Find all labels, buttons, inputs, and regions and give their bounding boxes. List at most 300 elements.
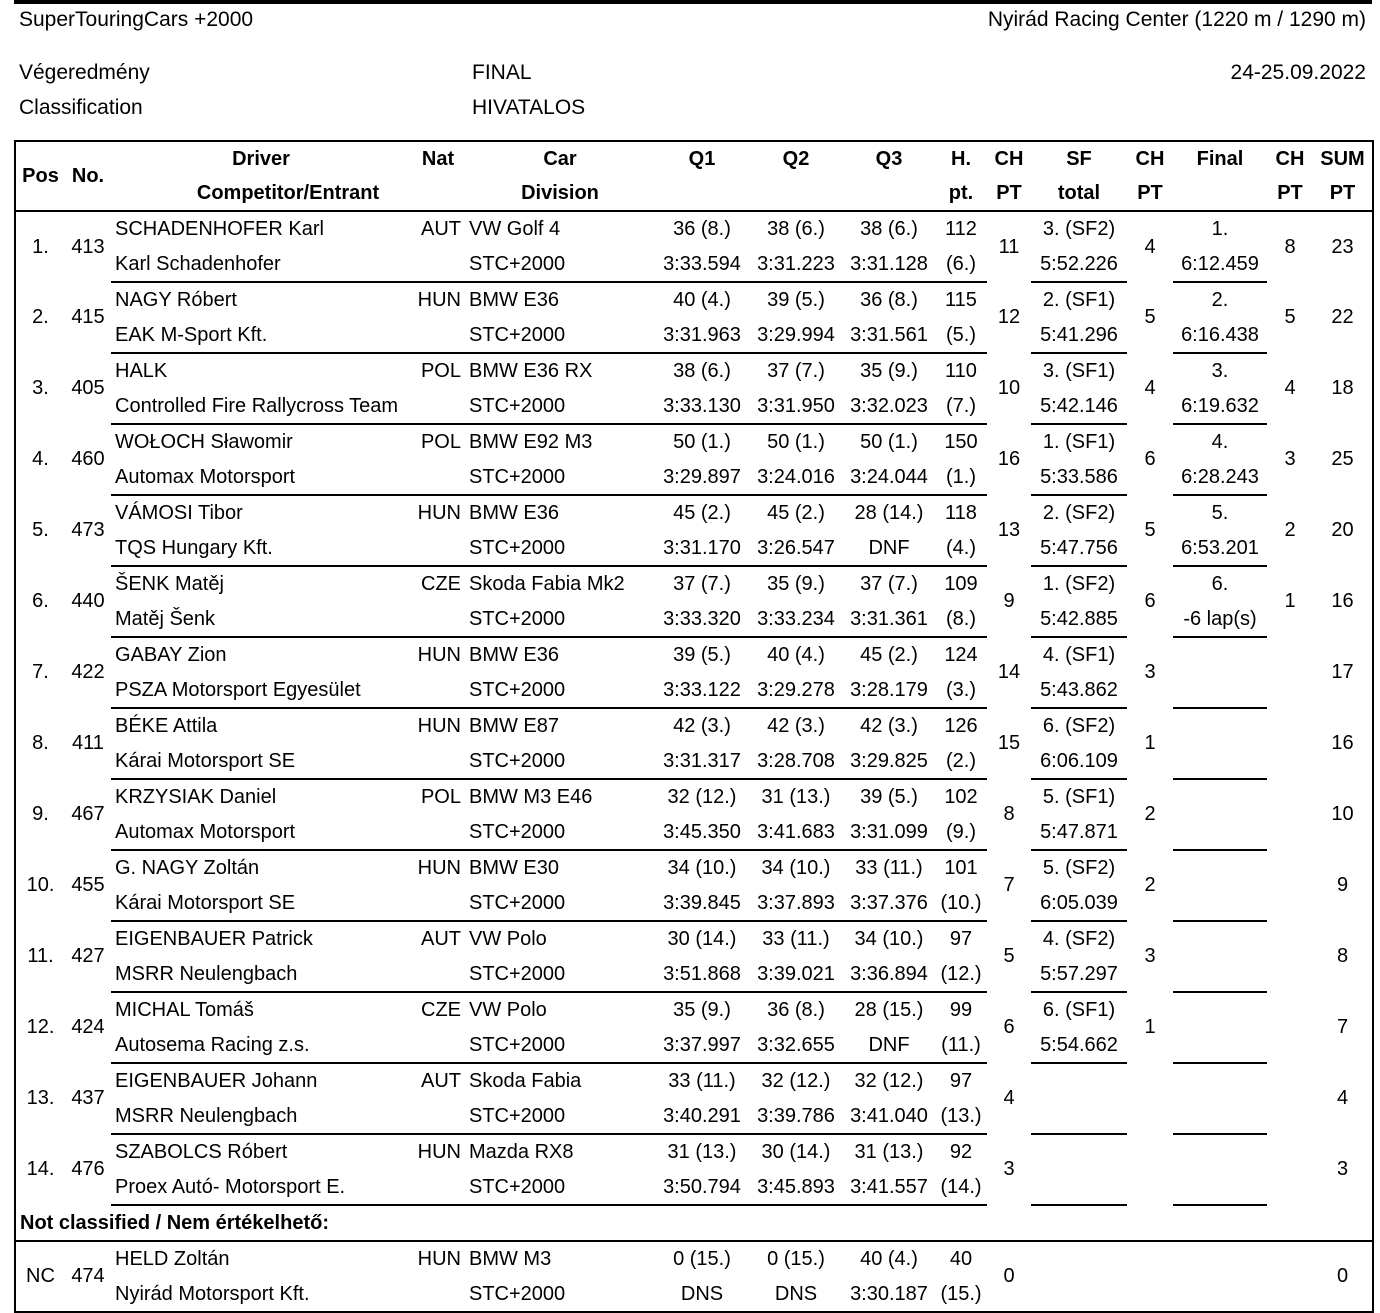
semifinal-result [1031, 1241, 1127, 1277]
q2-points: 42 (3.) [767, 715, 825, 737]
col-driver: Driver [232, 148, 290, 170]
sum-points: 0 [1336, 1265, 1349, 1287]
final-ch-points [1267, 992, 1313, 1063]
q3-points: 32 (12.) [854, 1070, 924, 1092]
col-no: No. [65, 141, 111, 211]
q3-points: 50 (1.) [860, 431, 918, 453]
car-number: 460 [71, 448, 105, 470]
competitor-name: Proex Autó- Motorsport E. [111, 1170, 465, 1205]
final-time: 6:16.438 [1173, 318, 1267, 353]
final-result [1173, 779, 1267, 815]
result-row-top [15, 637, 1373, 673]
q1-time: 3:50.794 [655, 1170, 749, 1205]
final-time [1173, 1170, 1267, 1205]
semifinal-time [1031, 1170, 1127, 1205]
heat-points: 40 [949, 1248, 973, 1270]
heat-points: 126 [944, 715, 978, 737]
sum-points: 20 [1331, 519, 1354, 541]
heat-ch-points: 8 [1003, 803, 1015, 825]
not-classified-section [15, 1205, 1373, 1241]
car-model: Skoda Fabia Mk2 [469, 573, 625, 595]
final-ch-points [1267, 637, 1313, 708]
heat-points: 124 [944, 644, 978, 666]
q1-time: DNS [655, 1277, 749, 1312]
q1-points: 33 (11.) [668, 1070, 736, 1092]
semifinal-result: 2. (SF1) [1042, 289, 1116, 311]
q1-points: 38 (6.) [673, 360, 731, 382]
q2-points: 32 (12.) [761, 1070, 831, 1092]
nationality: POL [420, 431, 461, 453]
driver-name: SCHADENHOFER Karl [115, 218, 324, 240]
heat-ch-points: 9 [1003, 590, 1015, 612]
heat-rank: (13.) [935, 1099, 987, 1134]
q3-time: 3:31.128 [843, 247, 935, 282]
q3-points: 42 (3.) [860, 715, 918, 737]
q2-time: 3:31.223 [749, 247, 843, 282]
q1-points: 40 (4.) [673, 289, 731, 311]
event-date: 24-25.09.2022 [1230, 61, 1366, 84]
pos-cell: 7. [32, 661, 49, 683]
heat-ch-points: 0 [1003, 1265, 1015, 1287]
sum-points: 7 [1336, 1016, 1349, 1038]
driver-name: MICHAL Tomáš [115, 999, 254, 1021]
result-entry [15, 282, 1373, 353]
q3-time: 3:36.894 [843, 957, 935, 992]
q1-time: 3:39.845 [655, 886, 749, 921]
result-row-top [15, 1134, 1373, 1170]
status-official: HIVATALOS [472, 96, 586, 119]
q2-time: 3:31.950 [749, 389, 843, 424]
final-time [1173, 1028, 1267, 1063]
car-model: BMW E92 M3 [469, 431, 593, 453]
q1-points: 45 (2.) [673, 502, 731, 524]
col-nat: Nat [421, 148, 455, 170]
q1-time: 3:29.897 [655, 460, 749, 495]
not-classified-label: Not classified / Nem értékelhető: [15, 1205, 1373, 1241]
q1-time: 3:51.868 [655, 957, 749, 992]
sum-points: 23 [1331, 235, 1354, 258]
sum-points: 8 [1336, 945, 1349, 967]
result-row-top [15, 1241, 1373, 1277]
result-row-top [15, 211, 1373, 247]
heat-points: 150 [944, 431, 978, 453]
final-result [1173, 921, 1267, 957]
heat-points: 112 [945, 218, 977, 240]
division-name: STC+2000 [465, 460, 655, 495]
nationality: HUN [417, 502, 461, 524]
col-ch2-top: CH [1135, 148, 1165, 170]
result-entry [15, 992, 1373, 1063]
semifinal-result: 4. (SF1) [1042, 644, 1116, 666]
q2-points: 38 (6.) [767, 218, 825, 240]
final-ch-points: 1 [1284, 590, 1296, 612]
car-model: Mazda RX8 [469, 1141, 574, 1163]
final-result: 1. [1211, 218, 1229, 240]
car-number: 437 [71, 1087, 105, 1109]
final-result [1173, 1241, 1267, 1277]
q3-points: 37 (7.) [860, 573, 918, 595]
sum-points: 9 [1336, 874, 1349, 896]
q3-time: 3:41.557 [843, 1170, 935, 1205]
col-ch1-top: CH [994, 148, 1024, 170]
q3-time: 3:32.023 [843, 389, 935, 424]
result-row-top [15, 779, 1373, 815]
nationality: HUN [417, 1141, 461, 1163]
pos-cell: 1. [32, 235, 49, 258]
heat-ch-points: 13 [997, 519, 1021, 541]
pos-cell: 12. [26, 1016, 55, 1038]
car-number: 474 [71, 1265, 105, 1287]
pos-cell: 3. [32, 377, 49, 399]
q2-points: 0 (15.) [767, 1248, 825, 1270]
driver-name: EIGENBAUER Patrick [115, 928, 313, 950]
heat-rank: (6.) [935, 247, 987, 282]
heat-ch-points: 12 [997, 306, 1021, 328]
sum-points: 18 [1331, 377, 1354, 399]
final-time [1173, 1277, 1267, 1312]
car-model: BMW M3 [469, 1248, 552, 1270]
final-time [1173, 886, 1267, 921]
q2-time: 3:24.016 [749, 460, 843, 495]
driver-name: ŠENK Matěj [115, 573, 224, 595]
heat-ch-points: 11 [998, 235, 1020, 258]
heat-rank: (2.) [935, 744, 987, 779]
semifinal-ch-points: 1 [1144, 1016, 1156, 1038]
competitor-name: PSZA Motorsport Egyesület [111, 673, 465, 708]
result-entry [15, 353, 1373, 424]
heat-ch-points: 5 [1003, 945, 1015, 967]
final-result [1173, 850, 1267, 886]
heat-points: 97 [949, 928, 973, 950]
nationality: AUT [421, 218, 461, 240]
driver-name: G. NAGY Zoltán [115, 857, 260, 879]
heat-ch-points: 7 [1003, 874, 1015, 896]
division-name: STC+2000 [465, 744, 655, 779]
result-entry [15, 921, 1373, 992]
heat-rank: (1.) [935, 460, 987, 495]
nationality: HUN [417, 644, 461, 666]
q3-points: 45 (2.) [860, 644, 918, 666]
heat-ch-points: 10 [997, 377, 1021, 399]
q2-points: 45 (2.) [767, 502, 825, 524]
heat-rank: (3.) [935, 673, 987, 708]
division-name: STC+2000 [465, 1170, 655, 1205]
semifinal-ch-points: 4 [1144, 377, 1156, 399]
nationality: POL [420, 786, 461, 808]
final-result [1173, 637, 1267, 673]
q2-points: 50 (1.) [767, 431, 825, 453]
competitor-name: MSRR Neulengbach [111, 1099, 465, 1134]
final-time: 6:19.632 [1173, 389, 1267, 424]
car-model: VW Golf 4 [469, 218, 561, 240]
car-number: 411 [72, 732, 104, 754]
car-number: 440 [71, 590, 105, 612]
not-classified-row [15, 1205, 1373, 1241]
q3-points: 40 (4.) [860, 1248, 918, 1270]
final-result [1173, 708, 1267, 744]
division-name: STC+2000 [465, 673, 655, 708]
car-number: 473 [71, 519, 105, 541]
heat-rank: (11.) [935, 1028, 987, 1063]
q3-time: 3:31.361 [843, 602, 935, 637]
final-ch-points [1267, 1063, 1313, 1134]
car-model: VW Polo [469, 999, 547, 1021]
q2-time: 3:37.893 [749, 886, 843, 921]
q2-time: 3:32.655 [749, 1028, 843, 1063]
semifinal-ch-points: 3 [1144, 945, 1156, 967]
col-q2: Q2 [782, 148, 810, 170]
q3-time: 3:29.825 [843, 744, 935, 779]
semifinal-ch-points: 6 [1144, 590, 1156, 612]
final-time: 6:53.201 [1173, 531, 1267, 566]
q3-points: 34 (10.) [854, 928, 924, 950]
q3-time: 3:31.561 [843, 318, 935, 353]
final-time [1173, 1099, 1267, 1134]
car-model: Skoda Fabia [469, 1070, 582, 1092]
car-model: BMW E36 [469, 644, 560, 666]
q3-points: 28 (15.) [854, 999, 924, 1021]
heat-rank: (8.) [935, 602, 987, 637]
result-entry [15, 708, 1373, 779]
top-rule [14, 0, 1372, 4]
final-ch-points [1267, 708, 1313, 779]
semifinal-time: 5:43.862 [1031, 673, 1127, 708]
semifinal-time: 5:52.226 [1031, 247, 1127, 282]
col-q3: Q3 [875, 148, 903, 170]
sum-points: 25 [1331, 448, 1354, 470]
final-ch-points [1267, 921, 1313, 992]
q1-points: 0 (15.) [673, 1248, 731, 1270]
pos-cell: NC [26, 1265, 55, 1287]
competitor-name: MSRR Neulengbach [111, 957, 465, 992]
col-final: Final [1196, 148, 1244, 170]
pos-cell: 6. [32, 590, 49, 612]
semifinal-result: 2. (SF2) [1042, 502, 1116, 524]
semifinal-time: 5:33.586 [1031, 460, 1127, 495]
q1-time: 3:31.170 [655, 531, 749, 566]
title-english: Classification [19, 96, 143, 119]
q2-points: 31 (13.) [761, 786, 831, 808]
q3-time: 3:30.187 [843, 1277, 935, 1312]
col-h-bottom: pt. [935, 176, 987, 211]
driver-name: NAGY Róbert [115, 289, 237, 311]
q1-points: 32 (12.) [667, 786, 737, 808]
result-entry [15, 1241, 1373, 1312]
header-row-bottom [15, 176, 1373, 211]
final-ch-points [1267, 779, 1313, 850]
car-number: 476 [71, 1158, 105, 1180]
q1-time: 3:33.320 [655, 602, 749, 637]
semifinal-ch-points: 1 [1144, 732, 1156, 754]
result-row-top [15, 992, 1373, 1028]
final-ch-points: 8 [1284, 235, 1296, 258]
col-car: Car [543, 148, 577, 170]
heat-ch-points: 16 [997, 448, 1021, 470]
result-entry [15, 850, 1373, 921]
result-entry [15, 637, 1373, 708]
result-row-top [15, 1063, 1373, 1099]
sum-points: 22 [1331, 306, 1354, 328]
status-final: FINAL [472, 61, 532, 84]
pos-cell: 4. [32, 448, 49, 470]
heat-rank: (15.) [935, 1277, 987, 1312]
q2-time: 3:29.278 [749, 673, 843, 708]
final-time [1173, 815, 1267, 850]
final-time: -6 lap(s) [1173, 602, 1267, 637]
pos-cell: 8. [32, 732, 49, 754]
final-ch-points [1267, 850, 1313, 921]
q2-time: 3:33.234 [749, 602, 843, 637]
semifinal-time: 6:05.039 [1031, 886, 1127, 921]
car-number: 405 [71, 377, 105, 399]
division-name: STC+2000 [465, 886, 655, 921]
result-row-top [15, 282, 1373, 318]
final-ch-points: 3 [1284, 448, 1296, 470]
q1-time: 3:31.963 [655, 318, 749, 353]
result-entry [15, 1063, 1373, 1134]
division-name: STC+2000 [465, 389, 655, 424]
q1-time: 3:31.317 [655, 744, 749, 779]
semifinal-ch-points: 5 [1144, 306, 1156, 328]
semifinal-time: 5:47.871 [1031, 815, 1127, 850]
final-result [1173, 1063, 1267, 1099]
semifinal-result: 1. (SF2) [1042, 573, 1116, 595]
final-time [1173, 673, 1267, 708]
sum-points: 17 [1331, 661, 1354, 683]
semifinal-result: 3. (SF1) [1042, 360, 1116, 382]
final-ch-points: 4 [1284, 377, 1296, 399]
heat-ch-points: 14 [997, 661, 1021, 683]
q1-points: 34 (10.) [667, 857, 737, 879]
q1-points: 31 (13.) [667, 1141, 737, 1163]
result-row-top [15, 921, 1373, 957]
q2-time: 3:45.893 [749, 1170, 843, 1205]
q3-points: 28 (14.) [854, 502, 924, 524]
driver-name: EIGENBAUER Johann [115, 1070, 318, 1092]
result-entry [15, 779, 1373, 850]
final-result [1173, 992, 1267, 1028]
semifinal-ch-points [1127, 1063, 1173, 1134]
q3-time: DNF [843, 1028, 935, 1063]
q2-points: 30 (14.) [761, 1141, 831, 1163]
header-row-top [15, 141, 1373, 176]
q2-time: 3:29.994 [749, 318, 843, 353]
final-result: 5. [1211, 502, 1229, 524]
sum-points: 10 [1331, 803, 1354, 825]
heat-rank: (12.) [935, 957, 987, 992]
col-ch3-top: CH [1275, 148, 1305, 170]
pos-cell: 13. [26, 1087, 55, 1109]
final-result: 6. [1211, 573, 1229, 595]
competitor-name: Kárai Motorsport SE [111, 744, 465, 779]
q2-time: 3:41.683 [749, 815, 843, 850]
q2-points: 37 (7.) [767, 360, 825, 382]
semifinal-result: 1. (SF1) [1042, 431, 1116, 453]
final-ch-points [1267, 1134, 1313, 1205]
heat-points: 99 [949, 999, 973, 1021]
q1-time: 3:40.291 [655, 1099, 749, 1134]
final-result: 2. [1211, 289, 1229, 311]
nationality: AUT [421, 1070, 461, 1092]
q3-points: 36 (8.) [860, 289, 918, 311]
q1-points: 37 (7.) [673, 573, 731, 595]
final-time: 6:28.243 [1173, 460, 1267, 495]
competitor-name: Karl Schadenhofer [111, 247, 465, 282]
driver-name: BÉKE Attila [115, 715, 218, 737]
col-sum-bottom: PT [1313, 176, 1373, 211]
semifinal-time [1031, 1099, 1127, 1134]
heat-rank: (10.) [935, 886, 987, 921]
q3-points: 33 (11.) [855, 857, 923, 879]
q1-points: 42 (3.) [673, 715, 731, 737]
driver-name: VÁMOSI Tibor [115, 502, 243, 524]
pos-cell: 2. [32, 306, 49, 328]
pos-cell: 5. [32, 519, 49, 541]
sum-points: 3 [1336, 1158, 1349, 1180]
semifinal-ch-points: 3 [1144, 661, 1156, 683]
result-row-top [15, 424, 1373, 460]
nationality: HUN [417, 857, 461, 879]
competitor-name: Nyirád Motorsport Kft. [111, 1277, 465, 1312]
final-result: 3. [1211, 360, 1229, 382]
nationality: POL [420, 360, 461, 382]
title-hungarian: Végeredmény [19, 61, 150, 84]
result-entry [15, 495, 1373, 566]
results-table [14, 140, 1374, 1313]
col-division: Division [465, 176, 655, 211]
car-number: 424 [71, 1016, 105, 1038]
semifinal-result: 5. (SF2) [1042, 857, 1116, 879]
heat-points: 118 [945, 502, 977, 524]
division-name: STC+2000 [465, 1099, 655, 1134]
final-time: 6:12.459 [1173, 247, 1267, 282]
q2-time: DNS [749, 1277, 843, 1312]
heat-ch-points: 4 [1003, 1087, 1015, 1109]
q3-points: 39 (5.) [860, 786, 918, 808]
driver-name: KRZYSIAK Daniel [115, 786, 277, 808]
semifinal-result [1031, 1134, 1127, 1170]
col-sf-top: SF [1066, 148, 1092, 170]
col-pos: Pos [15, 141, 65, 211]
result-entry [15, 1134, 1373, 1205]
car-model: BMW M3 E46 [469, 786, 593, 808]
col-sum-top: SUM [1320, 148, 1365, 170]
q2-time: 3:28.708 [749, 744, 843, 779]
competitor-name: Matěj Šenk [111, 602, 465, 637]
final-ch-points: 2 [1284, 519, 1296, 541]
division-name: STC+2000 [465, 815, 655, 850]
q2-points: 34 (10.) [761, 857, 831, 879]
competitor-name: Autosema Racing z.s. [111, 1028, 465, 1063]
nationality: HUN [417, 289, 461, 311]
driver-name: HALK [115, 360, 168, 382]
semifinal-result: 6. (SF2) [1042, 715, 1116, 737]
pos-cell: 14. [26, 1158, 55, 1180]
car-number: 455 [71, 874, 105, 896]
car-model: BMW E36 [469, 289, 560, 311]
q1-points: 50 (1.) [673, 431, 731, 453]
final-result [1173, 1134, 1267, 1170]
result-entry [15, 211, 1373, 282]
q1-time: 3:33.594 [655, 247, 749, 282]
col-ch1-bottom: PT [987, 176, 1031, 211]
q3-time: 3:41.040 [843, 1099, 935, 1134]
semifinal-ch-points: 5 [1144, 519, 1156, 541]
nationality: CZE [421, 999, 461, 1021]
driver-name: HELD Zoltán [115, 1248, 230, 1270]
car-model: BMW E30 [469, 857, 560, 879]
semifinal-time [1031, 1277, 1127, 1312]
